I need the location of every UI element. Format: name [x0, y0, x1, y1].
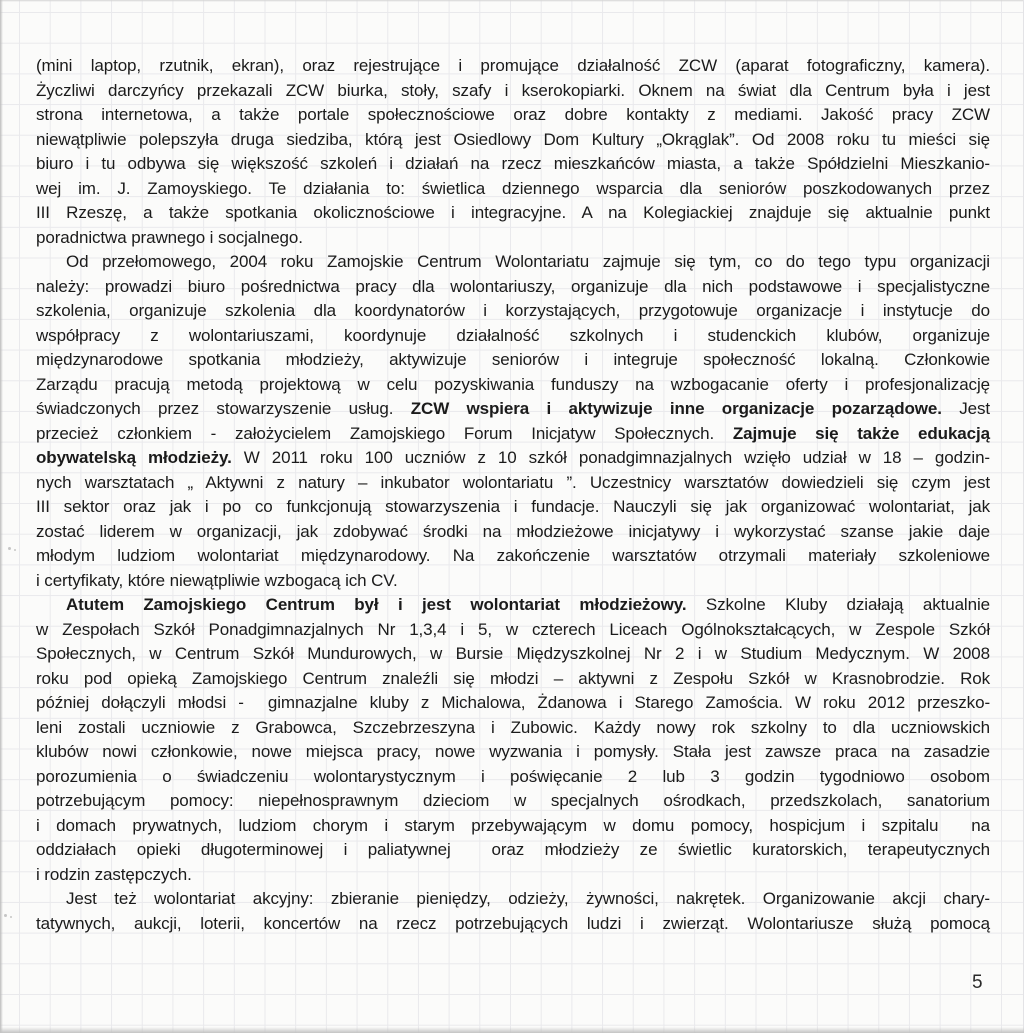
text-line [36, 250, 990, 275]
text-segment: leni zostali uczniowie z Grabowca, Szczebrzeszyna i Zubowic. Każdy nowy rok szkolny to dla uczniowskich [36, 717, 990, 737]
text-line [36, 201, 990, 226]
text-line [36, 814, 990, 839]
text-line [36, 691, 990, 716]
text-segment: porozumienia o świadczeniu wolontarystycznym i poświęcanie 2 lub 3 godzin tygodniowo osobom [36, 766, 990, 786]
text-segment: III Rzeszę, a także spotkania okolicznościowe i integracyjne. A na Kolegiackiej znajduje się aktualnie punkt [36, 203, 990, 222]
text-segment: Od przełomowego, 2004 roku Zamojskie Centrum Wolontariatu zajmuje się tym, co do tego typu organizacji [66, 252, 990, 271]
text-segment: Życzliwi darczyńcy przekazali ZCW biurka, stoły, szafy i kserokopiarki. Oknem na świat dla Centrum była i jest [36, 80, 990, 100]
text-line [36, 740, 990, 765]
text-line [36, 299, 990, 324]
text-segment: oddziałach opieki długoterminowej i paliatywnej oraz młodzieży ze świetlic kuratorskich, terapeutycznych [36, 840, 990, 859]
bold-text-segment: Atutem Zamojskiego Centrum był i jest wolontariat młodzieżowy. [66, 595, 687, 614]
text-segment: później dołączyli młodsi - gimnazjalne kluby z Michalowa, Żdanowa i Starego Zamościa. W roku 2012 przeszko- [36, 693, 990, 712]
scan-artifact [8, 547, 11, 550]
scan-edge-bottom [0, 1027, 1024, 1033]
text-segment: i certyfikaty, które niewątpliwie wzbogacą ich CV. [36, 570, 398, 590]
text-block [36, 54, 990, 936]
text-segment: III sektor oraz jak i po co funkcjonują stowarzyszenia i fundacje. Nauczyli się jak organizować wolontariat, jak [36, 497, 990, 516]
text-segment: świadczonych przez stowarzyszenie usług. [36, 399, 411, 418]
text-line [36, 373, 990, 398]
text-line [36, 495, 990, 520]
text-segment: potrzebującym pomocy: niepełnosprawnym dzieciom w specjalnych ośrodkach, przedszkolach, sanatorium [36, 791, 990, 810]
text-line [36, 618, 990, 643]
text-segment: należy: prowadzi biuro pośrednictwa pracy dla wolontariuszy, organizuje dla nich podstawowe i specjalistyczne [36, 276, 990, 296]
text-segment: Jest też wolontariat akcyjny: zbieranie pieniędzy, odzieży, żywności, nakrętek. Organizowanie akcji chary- [66, 889, 990, 908]
text-segment: w Zespołach Szkół Ponadgimnazjalnych Nr 1,3,4 i 5, w czterech Liceach Ogólnokształcących, w Zespole Szkół [36, 619, 990, 639]
bold-text-segment: obywatelską młodzieży. [36, 448, 232, 467]
scan-edge-left [0, 0, 3, 1033]
text-line [36, 912, 990, 937]
text-segment: szkolenia, organizuje szkolenia dla koordynatorów i korzystających, przygotowuje organizacje i instytucje do [36, 301, 990, 320]
text-segment: międzynarodowe spotkania młodzieży, aktywizuje seniorów i integruje społeczność lokalną. Członkowie [36, 350, 990, 369]
text-line [36, 324, 990, 349]
text-line [36, 593, 990, 618]
text-segment: Społecznych, w Centrum Szkół Mundurowych, w Bursie Międzyszkolnej Nr 2 i w Studium Medycznym. W 2008 [36, 644, 990, 663]
text-segment: przecież członkiem - założycielem Zamojskiego Forum Inicjatyw Społecznych. [36, 423, 733, 443]
text-line [36, 716, 990, 741]
text-segment: Zarządu pracują metodą projektową w celu pozyskiwania funduszy na wzbogacanie oferty i profesjonalizację [36, 374, 990, 394]
text-segment: klubów nowi członkowie, nowe miejsca pracy, nowe wyzwania i pomysły. Stała jest zawsze praca na zasadzie [36, 742, 990, 761]
text-line [36, 422, 990, 447]
text-segment: nych warsztatach „ Aktywni z natury – inkubator wolontariatu ”. Uczestnicy warsztatów dowiedzieli się czym jest [36, 472, 990, 492]
text-segment: poradnictwa prawnego i socjalnego. [36, 227, 303, 247]
text-segment: Jest [941, 399, 991, 418]
text-line [36, 863, 990, 888]
text-line [36, 471, 990, 496]
scan-artifact [14, 549, 16, 551]
text-line [36, 54, 990, 79]
text-line [36, 789, 990, 814]
text-line [36, 838, 990, 863]
text-line [36, 79, 990, 104]
text-segment: Szkolne Kluby działają aktualnie [686, 595, 990, 614]
text-segment: współpracy z wolontariuszami, koordynuje działalność szkolnych i studenckich klubów, organizuje [36, 325, 990, 345]
bold-text-segment: Zajmuje się także edukacją [732, 423, 990, 443]
page-number: 5 [972, 972, 983, 993]
text-segment: roku pod opieką Zamojskiego Centrum znaleźli się młodzi – aktywni z Zespołu Szkół w Krasnobrodzie. Rok [36, 668, 990, 688]
text-line [36, 642, 990, 667]
text-segment: niewątpliwie polepszyła druga siedziba, którą jest Osiedlowy Dom Kultury „Okrąglak”. Od 2008 roku tu mieści się [36, 129, 990, 149]
text-line [36, 128, 990, 153]
text-segment: tatywnych, aukcji, loterii, koncertów na rzecz potrzebujących ludzi i zwierząt. Wolontariusze służą pomocą [36, 913, 990, 933]
scan-artifact [4, 914, 7, 917]
text-line [36, 103, 990, 128]
scan-artifact [10, 916, 12, 918]
text-line [36, 569, 990, 594]
text-line [36, 226, 990, 251]
text-line [36, 544, 990, 569]
text-line [36, 177, 990, 202]
text-line [36, 275, 990, 300]
text-segment: strona internetowa, a także portale społecznościowe oraz dobre kontakty z mediami. Jakość pracy ZCW [36, 105, 990, 124]
text-segment: W 2011 roku 100 uczniów z 10 szkół ponadgimnazjalnych wzięło udział w 18 – godzin- [231, 448, 990, 467]
text-line [36, 397, 990, 422]
text-line [36, 446, 990, 471]
text-segment: biuro i tu odbywa się większość szkoleń i działań na rzecz mieszkańców miasta, a także Spółdzielni Mieszkanio- [36, 154, 990, 173]
text-segment: i domach prywatnych, ludziom chorym i starym przebywającym w domu pomocy, hospicjum i szpitalu na [36, 815, 990, 835]
text-line [36, 667, 990, 692]
text-segment: zostać liderem w organizacji, jak zdobywać środki na młodzieżowe inicjatywy i wykorzystać szanse jakie daje [36, 521, 990, 541]
text-segment: wej im. J. Zamoyskiego. Te działania to: świetlica dziennego wsparcia dla seniorów poszkodowanych przez [36, 178, 990, 198]
text-line [36, 152, 990, 177]
text-line [36, 887, 990, 912]
scan-edge-top [0, 0, 1024, 2]
text-line [36, 765, 990, 790]
text-line [36, 348, 990, 373]
text-segment: młodym ludziom wolontariat międzynarodowy. Na zakończenie warsztatów otrzymali materiały szkoleniowe [36, 546, 990, 565]
bold-text-segment: ZCW wspiera i aktywizuje inne organizacje pozarządowe. [410, 399, 942, 418]
text-segment: i rodzin zastępczych. [36, 864, 192, 884]
text-segment: (mini laptop, rzutnik, ekran), oraz rejestrujące i promujące działalność ZCW (aparat fotograficzny, kamera). [36, 56, 990, 75]
text-line [36, 520, 990, 545]
